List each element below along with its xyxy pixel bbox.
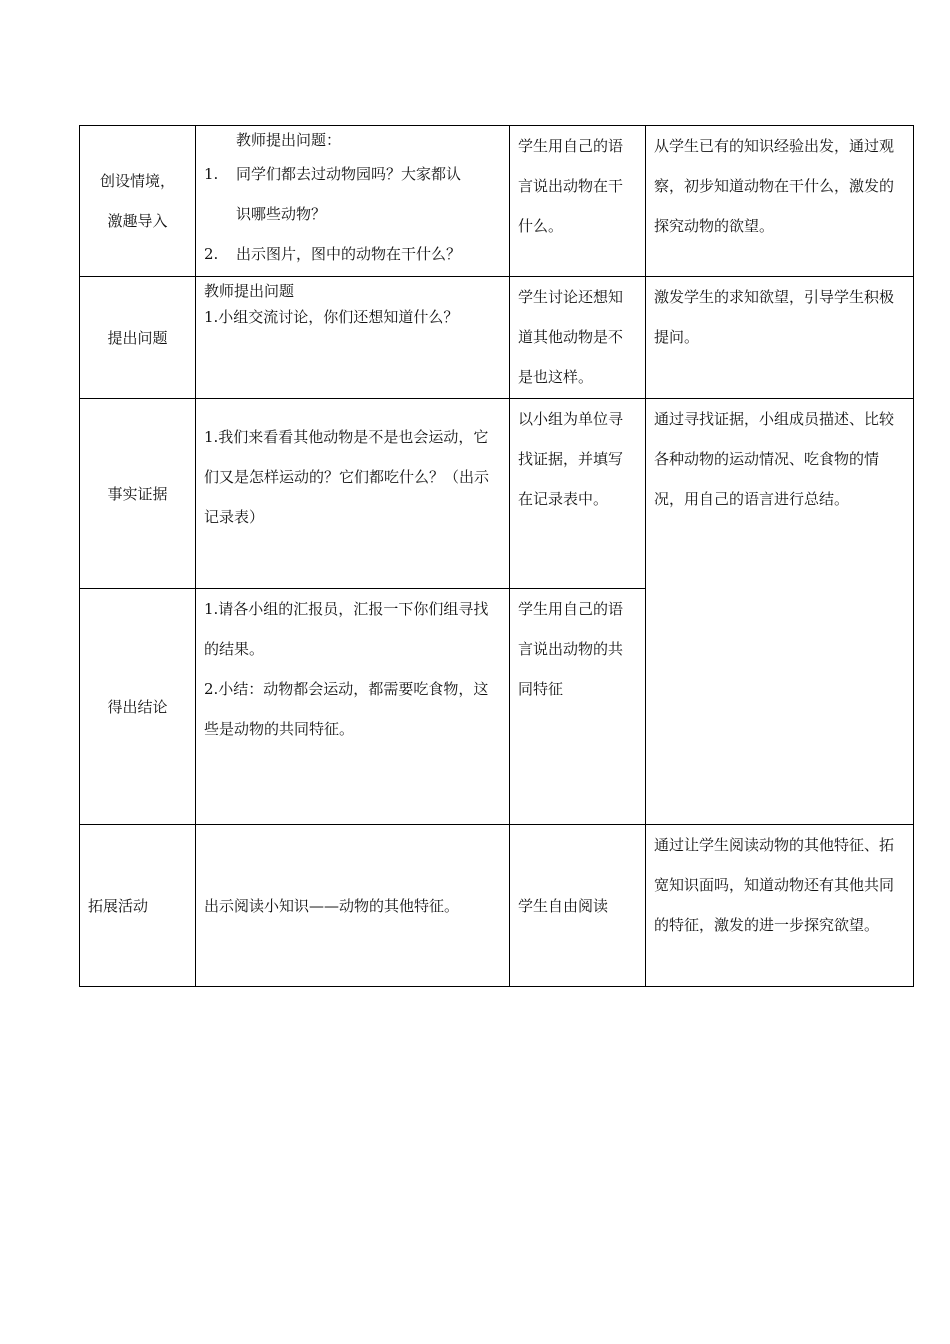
teacher-intro: 教师提出问题： — [236, 131, 342, 149]
teacher-line: 教师提出问题 — [204, 282, 295, 300]
table-row — [80, 277, 914, 399]
design-intent-text: 激发学生的求知欲望，引导学生积极提问。 — [654, 288, 895, 346]
table-row — [80, 126, 914, 277]
student-activity-cell — [510, 126, 646, 277]
student-activity-cell — [510, 399, 646, 589]
list-text-continued: 识哪些动物？ — [236, 205, 327, 223]
stage-label-line: 创设情境， — [99, 172, 175, 190]
stage-label-line: 激趣导入 — [107, 212, 168, 230]
design-intent-cell — [646, 825, 914, 987]
lesson-plan-table — [79, 125, 914, 987]
teacher-line: 2.小结：动物都会运动，都需要吃食物，这些是动物的共同特征。 — [204, 680, 489, 738]
teacher-line: 1.小组交流讨论，你们还想知道什么？ — [204, 308, 459, 326]
design-intent-cell — [646, 277, 914, 399]
stage-label: 事实证据 — [107, 484, 168, 503]
list-number: 2. — [204, 245, 219, 263]
stage-cell — [80, 825, 196, 987]
student-activity-text: 学生自由阅读 — [518, 896, 609, 915]
student-activity-text: 学生用自己的语言说出动物在干什么。 — [518, 137, 624, 235]
stage-cell — [80, 126, 196, 277]
stage-label: 提出问题 — [107, 328, 168, 347]
design-intent-cell — [646, 126, 914, 277]
stage-label: 得出结论 — [107, 697, 168, 716]
stage-cell — [80, 589, 196, 825]
student-activity-cell — [510, 277, 646, 399]
student-activity-cell — [510, 589, 646, 825]
list-item — [204, 234, 501, 274]
design-intent-text: 通过让学生阅读动物的其他特征、拓宽知识面吗，知道动物还有其他共同的特征，激发的进一步探究欲望。 — [654, 836, 895, 934]
table-row — [80, 825, 914, 987]
table-row — [80, 399, 914, 589]
design-intent-cell — [646, 399, 914, 825]
list-number: 1. — [204, 165, 219, 183]
stage-label: 拓展活动 — [88, 896, 149, 915]
teacher-activity-text: 1.我们来看看其他动物是不是也会运动，它们又是怎样运动的？它们都吃什么？（出示记录表） — [204, 428, 490, 526]
student-activity-text: 学生讨论还想知道其他动物是不是也这样。 — [518, 288, 624, 386]
teacher-line: 1.请各小组的汇报员，汇报一下你们组寻找的结果。 — [204, 600, 489, 658]
design-intent-text: 通过寻找证据，小组成员描述、比较各种动物的运动情况、吃食物的情况，用自己的语言进行总结。 — [654, 410, 895, 508]
list-text: 出示图片，图中的动物在干什么？ — [236, 245, 462, 263]
teacher-activity-cell — [196, 589, 510, 825]
design-intent-text: 从学生已有的知识经验出发，通过观察，初步知道动物在干什么，激发的探究动物的欲望。 — [654, 137, 895, 235]
student-activity-text: 以小组为单位寻找证据，并填写在记录表中。 — [518, 410, 624, 508]
teacher-activity-cell — [196, 277, 510, 399]
list-text: 同学们都去过动物园吗？大家都认 — [236, 165, 462, 183]
list-item — [204, 154, 501, 194]
student-activity-text: 学生用自己的语言说出动物的共同特征 — [518, 600, 624, 698]
teacher-activity-text: 出示阅读小知识——动物的其他特征。 — [204, 896, 460, 915]
teacher-activity-cell — [196, 399, 510, 589]
teacher-activity-cell — [196, 825, 510, 987]
student-activity-cell — [510, 825, 646, 987]
stage-cell — [80, 399, 196, 589]
teacher-activity-cell — [196, 126, 510, 277]
stage-cell — [80, 277, 196, 399]
